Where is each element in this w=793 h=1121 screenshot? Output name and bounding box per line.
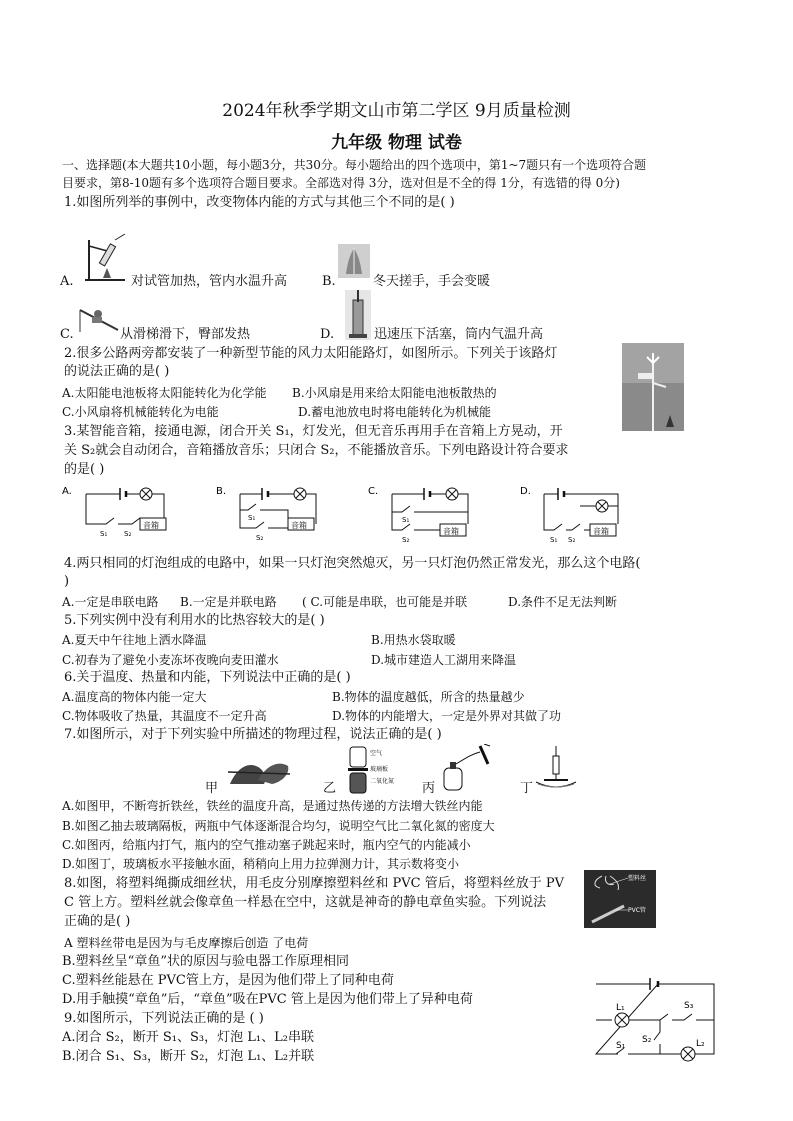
q5-option-c: C.初春为了避免小麦冻坏夜晚向麦田灌水 bbox=[62, 653, 279, 667]
section-intro-line2: 目要求，第8-10题有多个选项符合题目要求。全部选对得 3分，选对但是不全的得 1分，有选错的得 0分) bbox=[62, 176, 620, 190]
q7-fig-label-bing: 丙 bbox=[422, 781, 436, 796]
q9-option-a: A.闭合 S₂，断开 S₁、S₃，灯泡 L₁、L₂串联 bbox=[62, 1030, 314, 1045]
q5-option-a: A.夏天中午往地上洒水降温 bbox=[62, 633, 207, 647]
q3-circuit-b-speaker: 音箱 bbox=[291, 521, 307, 530]
q3-circuit-a-s1: S₁ bbox=[100, 530, 108, 538]
q3-circuit-d-label: D. bbox=[520, 486, 531, 497]
q7-option-a: A.如图甲，不断弯折铁丝，铁丝的温度升高，是通过热传递的方法增大铁丝内能 bbox=[62, 799, 483, 813]
q1-option-d: 迅速压下活塞，筒内气温升高 bbox=[374, 327, 544, 342]
q7-option-d: D.如图丁，玻璃板水平接触水面，稍稍向上用力拉弹测力计，其示数将变小 bbox=[62, 857, 460, 871]
q7-fig-label-jia: 甲 bbox=[205, 781, 219, 796]
q6-option-a: A.温度高的物体内能一定大 bbox=[62, 690, 207, 704]
q1-option-b-label: B. bbox=[322, 274, 336, 289]
q9-label-s3: S₃ bbox=[684, 1001, 694, 1011]
q3-stem-line2: 关 S₂就会自动闭合，音箱播放音乐；只闭合 S₂，不能播放音乐。下列电路设计符合要求 bbox=[64, 443, 569, 458]
q8-option-a: A 塑料丝带电是因为与毛皮摩擦后创造 了电荷 bbox=[64, 936, 309, 950]
q4-stem-line2: ) bbox=[64, 574, 70, 589]
q7-fig-yi-label-glass: 玻璃板 bbox=[370, 766, 389, 773]
q3-circuit-c-label: C. bbox=[368, 486, 379, 497]
q3-circuit-c-s2: S₂ bbox=[402, 536, 410, 544]
q5-stem: 5.下列实例中没有利用水的比热容较大的是( ) bbox=[64, 613, 325, 628]
q5-option-d: D.城市建造人工湖用来降温 bbox=[371, 653, 517, 667]
q9-label-s2: S₂ bbox=[642, 1035, 652, 1045]
q8-stem-line3: 正确的是( ) bbox=[64, 914, 131, 929]
q3-circuit-b bbox=[216, 484, 336, 546]
q1-fig-c-slide bbox=[78, 304, 120, 334]
q2-option-a: A.太阳能电池板将太阳能转化为化学能 bbox=[62, 386, 267, 400]
q3-circuit-d-s2: S₂ bbox=[568, 536, 576, 544]
q7-fig-label-yi: 乙 bbox=[323, 781, 337, 796]
q8-option-c: C.塑料丝能悬在 PVC管上方，是因为他们带上了同种电荷 bbox=[62, 973, 394, 988]
q2-option-b: B.小风扇是用来给太阳能电池板散热的 bbox=[292, 386, 497, 400]
q2-stem-line2: 的说法正确的是( ) bbox=[64, 364, 170, 379]
q3-stem-line3: 的是( ) bbox=[64, 462, 105, 477]
q3-circuit-c-s1: S₁ bbox=[402, 516, 410, 524]
q1-option-a-label: A. bbox=[60, 274, 74, 289]
q7-fig-label-ding: 丁 bbox=[520, 781, 534, 796]
q3-circuit-c bbox=[368, 484, 488, 546]
q6-option-d: D.物体的内能增大，一定是外界对其做了功 bbox=[332, 709, 562, 723]
q6-stem: 6.关于温度、热量和内能，下列说法中正确的是( ) bbox=[64, 670, 351, 685]
q2-option-c: C.小风扇将机械能转化为电能 bbox=[62, 405, 219, 419]
q5-option-b: B.用热水袋取暖 bbox=[371, 633, 456, 647]
q8-stem-line2: C 管上方。塑料丝就会像章鱼一样悬在空中，这就是神奇的静电章鱼实验。下列说法 bbox=[64, 895, 547, 910]
q4-option-c: ( C.可能是串联，也可能是并联 bbox=[302, 595, 468, 609]
q8-option-d: D.用手触摸“章鱼”后，“章鱼”吸在PVC 管上是因为他们带上了异种电荷 bbox=[62, 992, 473, 1007]
q4-option-d: D.条件不足无法判断 bbox=[508, 595, 618, 609]
q9-stem: 9.如图所示，下列说法正确的是 ( ) bbox=[64, 1011, 264, 1026]
q3-circuit-a bbox=[62, 484, 182, 546]
q7-stem: 7.如图所示，对于下列实验中所描述的物理过程，说法正确的是( ) bbox=[64, 727, 442, 742]
exam-subtitle: 九年级 物理 试卷 bbox=[331, 133, 462, 153]
q3-stem-line1: 3.某智能音箱，接通电源，闭合开关 S₁，灯发光，但无音乐再用手在音箱上方晃动，开 bbox=[64, 424, 563, 439]
q3-circuit-d-speaker: 音箱 bbox=[593, 527, 609, 536]
q4-option-b: B.一定是并联电路 bbox=[180, 595, 277, 609]
q1-option-c-label: C. bbox=[60, 327, 74, 342]
q9-option-b: B.闭合 S₁、S₃，断开 S₂，灯泡 L₁、L₂并联 bbox=[62, 1049, 315, 1064]
section-intro-line1: 一、选择题(本大题共10小题，每小题3分，共30分。每小题给出的四个选项中，第1~7题只有一个选项符合题 bbox=[62, 158, 647, 172]
q2-fig-street-lamp bbox=[622, 343, 684, 431]
q4-stem-line1: 4.两只相同的灯泡组成的电路中，如果一只灯泡突然熄灭，另一只灯泡仍然正常发光，那么这个电路( bbox=[64, 556, 641, 571]
q3-circuit-b-s1: S₁ bbox=[248, 514, 256, 522]
q8-fig-static-octopus bbox=[584, 870, 656, 928]
q2-option-d: D.蓄电池放电时将电能转化为机械能 bbox=[298, 405, 492, 419]
q2-stem-line1: 2.很多公路两旁都安装了一种新型节能的风力太阳能路灯，如图所示。下列关于该路灯 bbox=[64, 346, 558, 361]
q7-fig-yi-label-air: 空气 bbox=[370, 750, 383, 757]
q9-label-l1: L₁ bbox=[616, 1003, 625, 1013]
q3-circuit-b-label: B. bbox=[216, 486, 227, 497]
exam-title: 2024年秋季学期文山市第二学区 9月质量检测 bbox=[222, 101, 571, 121]
q3-circuit-d bbox=[520, 484, 640, 546]
q9-label-l2: L₂ bbox=[696, 1039, 705, 1049]
q7-fig-jia-bending-wire bbox=[224, 752, 294, 792]
q3-circuit-a-label: A. bbox=[62, 486, 72, 497]
q7-fig-yi-label-no2: 二氧化氮 bbox=[370, 778, 395, 785]
q9-circuit-diagram bbox=[592, 978, 720, 1062]
q1-option-c: 从滑梯滑下，臀部发热 bbox=[120, 327, 251, 342]
q7-option-c: C.如图丙，给瓶内打气，瓶内的空气推动塞子跳起来时，瓶内空气的内能减小 bbox=[62, 838, 471, 852]
q8-fig-label-pvc: PVC管 bbox=[628, 907, 646, 914]
q4-option-a: A.一定是串联电路 bbox=[62, 595, 159, 609]
q3-circuit-a-speaker: 音箱 bbox=[143, 521, 159, 530]
q8-option-b: B.塑料丝呈“章鱼”状的原因与验电器工作原理相同 bbox=[62, 954, 349, 969]
q1-option-a: 对试管加热，管内水温升高 bbox=[131, 274, 288, 289]
q3-circuit-d-s1: S₁ bbox=[550, 536, 558, 544]
q3-circuit-b-s2: S₂ bbox=[256, 534, 264, 542]
q1-fig-d-piston bbox=[345, 290, 371, 340]
q6-option-c: C.物体吸收了热量，其温度不一定升高 bbox=[62, 709, 267, 723]
q3-circuit-c-speaker: 音箱 bbox=[443, 527, 459, 536]
q8-stem-line1: 8.如图，将塑料绳撕成细丝状，用毛皮分别摩擦塑料丝和 PVC 管后，将塑料丝放于 PV bbox=[64, 876, 565, 891]
q1-stem: 1.如图所列举的事例中，改变物体内能的方式与其他三个不同的是( ) bbox=[64, 195, 455, 210]
q1-option-b: 冬天搓手，手会变暖 bbox=[373, 274, 491, 289]
q3-circuit-a-s2: S₂ bbox=[124, 530, 132, 538]
q1-option-d-label: D. bbox=[320, 327, 335, 342]
q6-option-b: B.物体的温度越低，所含的热量越少 bbox=[332, 690, 525, 704]
q7-fig-ding-spring-scale bbox=[534, 746, 582, 794]
q7-fig-bing-pump-bottle bbox=[440, 744, 496, 794]
q9-label-s1: S₁ bbox=[616, 1041, 626, 1051]
q1-fig-a-heating-test-tube bbox=[75, 232, 130, 284]
q8-fig-label-plastic: 塑料丝 bbox=[628, 875, 647, 882]
q1-fig-b-rubbing-hands bbox=[338, 244, 370, 278]
q7-fig-yi-gas-diffusion bbox=[340, 745, 400, 797]
q7-option-b: B.如图乙抽去玻璃隔板，两瓶中气体逐渐混合均匀，说明空气比二氧化氮的密度大 bbox=[62, 819, 495, 833]
